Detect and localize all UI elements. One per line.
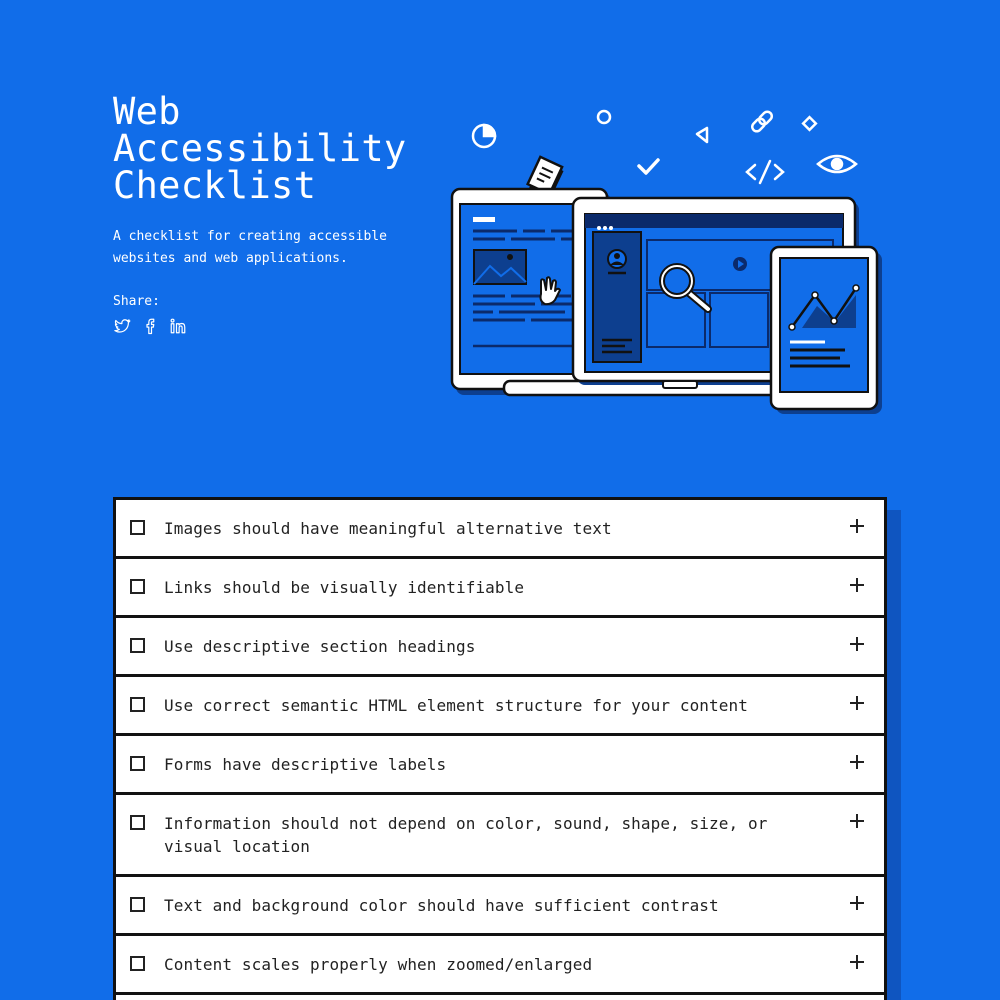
facebook-icon[interactable] bbox=[141, 317, 159, 335]
page-description: A checklist for creating accessible websites and web applications. bbox=[113, 229, 387, 266]
title-line: Checklist bbox=[113, 164, 317, 207]
checklist-item-label: Information should not depend on color, sound, shape, size, or visual location bbox=[164, 814, 768, 856]
expand-plus-icon[interactable] bbox=[850, 696, 864, 710]
title-line: Web bbox=[113, 90, 181, 133]
expand-plus-icon[interactable] bbox=[850, 814, 864, 828]
share-label: Share: bbox=[113, 294, 160, 309]
page-title bbox=[113, 90, 433, 207]
expand-plus-icon[interactable] bbox=[850, 896, 864, 910]
social-links bbox=[113, 317, 433, 335]
checklist-item[interactable] bbox=[116, 995, 884, 1000]
checkbox[interactable] bbox=[130, 520, 145, 535]
pie-chart-icon bbox=[473, 125, 495, 147]
checkbox[interactable] bbox=[130, 897, 145, 912]
checkbox[interactable] bbox=[130, 815, 145, 830]
checkbox[interactable] bbox=[130, 638, 145, 653]
checklist-item[interactable] bbox=[116, 500, 884, 556]
checkmark-icon bbox=[639, 160, 658, 173]
expand-plus-icon[interactable] bbox=[850, 578, 864, 592]
checklist-item-label: Links should be visually identifiable bbox=[164, 578, 525, 597]
checklist-item[interactable] bbox=[116, 618, 884, 674]
checkbox[interactable] bbox=[130, 756, 145, 771]
dot-icon bbox=[598, 111, 610, 123]
link-icon bbox=[750, 110, 773, 133]
checklist-item[interactable] bbox=[116, 936, 884, 992]
checklist-item-label: Content scales properly when zoomed/enlarged bbox=[164, 955, 593, 974]
checkbox[interactable] bbox=[130, 579, 145, 594]
title-line: Accessibility bbox=[113, 127, 407, 170]
checklist-item[interactable] bbox=[116, 795, 884, 874]
checklist-container bbox=[113, 497, 887, 1000]
checklist-item-label: Images should have meaningful alternative text bbox=[164, 519, 612, 538]
checklist-item-label: Forms have descriptive labels bbox=[164, 755, 447, 774]
code-icon bbox=[747, 161, 783, 183]
checklist-item[interactable] bbox=[116, 877, 884, 933]
checklist bbox=[113, 497, 887, 1000]
tablet bbox=[771, 247, 882, 414]
checklist-item[interactable] bbox=[116, 559, 884, 615]
diamond-icon bbox=[803, 117, 816, 130]
expand-plus-icon[interactable] bbox=[850, 955, 864, 969]
linkedin-icon[interactable] bbox=[169, 317, 187, 335]
checklist-item[interactable] bbox=[116, 736, 884, 792]
checkbox[interactable] bbox=[130, 956, 145, 971]
expand-plus-icon[interactable] bbox=[850, 755, 864, 769]
expand-plus-icon[interactable] bbox=[850, 519, 864, 533]
checkbox[interactable] bbox=[130, 697, 145, 712]
hero bbox=[113, 90, 433, 335]
twitter-icon[interactable] bbox=[113, 317, 131, 335]
checklist-item-label: Text and background color should have sufficient contrast bbox=[164, 896, 719, 915]
checklist-item-label: Use descriptive section headings bbox=[164, 637, 476, 656]
triangle-icon bbox=[697, 128, 707, 142]
expand-plus-icon[interactable] bbox=[850, 637, 864, 651]
checklist-item-label: Use correct semantic HTML element structure for your content bbox=[164, 696, 748, 715]
checklist-item[interactable] bbox=[116, 677, 884, 733]
devices-illustration bbox=[445, 100, 895, 420]
eye-icon bbox=[818, 156, 856, 172]
